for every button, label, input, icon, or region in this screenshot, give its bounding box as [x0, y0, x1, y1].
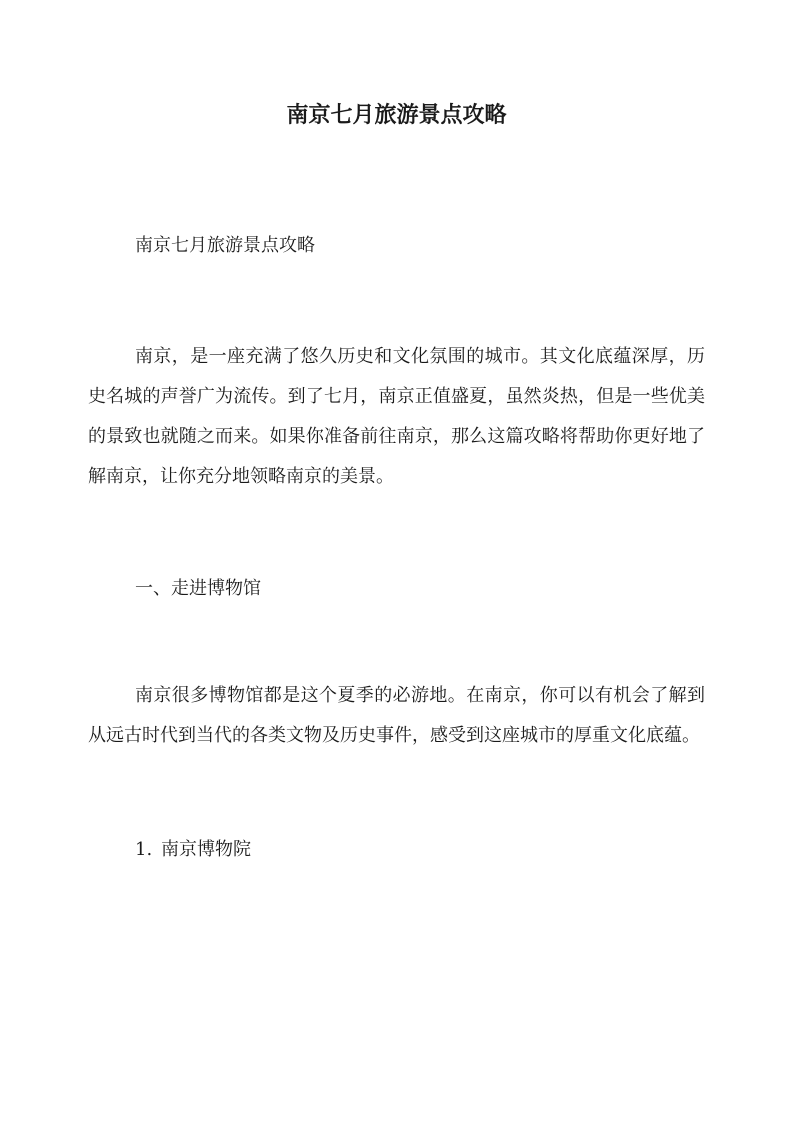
list-item-label: 南京博物院: [161, 839, 251, 860]
document-subtitle: 南京七月旅游景点攻略: [135, 235, 315, 256]
museum-paragraph: 南京很多博物馆都是这个夏季的必游地。在南京，你可以有机会了解到从远古时代到当代的各类文物及历史事件，感受到这座城市的厚重文化底蕴。: [88, 685, 705, 746]
intro-paragraph: 南京，是一座充满了悠久历史和文化氛围的城市。其文化底蕴深厚，历史名城的声誉广为流传。到了七月，南京正值盛夏，虽然炎热，但是一些优美的景致也就随之而来。如果你准备前往南京，那么这篇攻略将帮助你更好地了解南京，让你充分地领略南京的美景。: [88, 346, 705, 487]
section-heading-museums: 一、走进博物馆: [135, 578, 261, 599]
document-title: 南京七月旅游景点攻略: [286, 102, 507, 128]
list-item-number: 1.: [135, 839, 153, 860]
list-item-nanjing-museum: [88, 837, 705, 863]
